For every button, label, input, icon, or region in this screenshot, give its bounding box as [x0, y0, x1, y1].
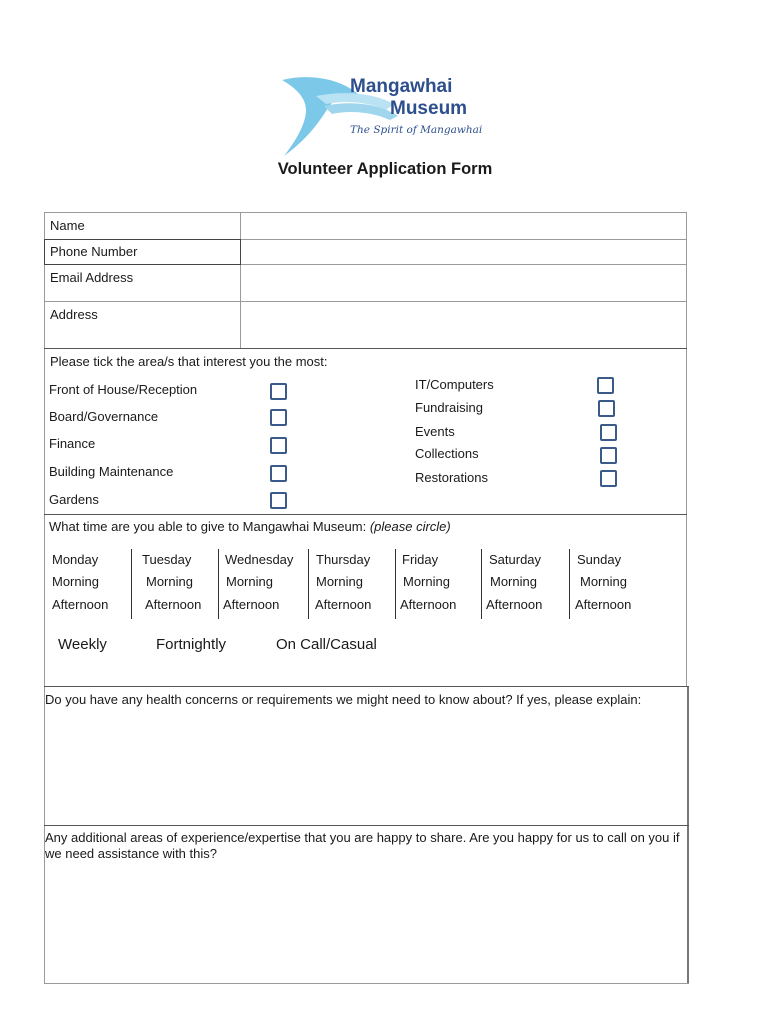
tuesday-afternoon[interactable]: Afternoon — [145, 597, 202, 612]
phone-input[interactable] — [242, 241, 685, 263]
interest-fundraising: Fundraising — [415, 400, 483, 415]
address-label: Address — [50, 307, 98, 322]
checkbox-events[interactable] — [600, 424, 617, 441]
friday-morning[interactable]: Morning — [403, 574, 450, 589]
checkbox-fundraising[interactable] — [598, 400, 615, 417]
day-monday: Monday — [52, 552, 99, 567]
monday-morning[interactable]: Morning — [52, 574, 99, 589]
friday-afternoon[interactable]: Afternoon — [400, 597, 457, 612]
interest-front-of-house: Front of House/Reception — [49, 382, 198, 397]
checkbox-collections[interactable] — [600, 447, 617, 464]
thursday-morning[interactable]: Morning — [316, 574, 363, 589]
email-label: Email Address — [50, 270, 134, 285]
expertise-question: Any additional areas of experience/expertise that you are happy to share. Are you happy for us to call on you if we need assistance with this? — [45, 830, 680, 861]
day-wednesday: Wednesday — [225, 552, 294, 567]
checkbox-front-of-house[interactable] — [270, 383, 287, 400]
day-friday: Friday — [402, 552, 439, 567]
frequency-fortnightly[interactable]: Fortnightly — [156, 636, 227, 653]
interest-finance: Finance — [49, 436, 96, 451]
name-input[interactable] — [242, 214, 685, 238]
wednesday-morning[interactable]: Morning — [226, 574, 273, 589]
logo-name-line2: Museum — [390, 98, 468, 119]
health-question: Do you have any health concerns or requirements we might need to know about? If yes, please explain: — [45, 692, 642, 707]
logo-tagline: The Spirit of Mangawhai — [350, 124, 483, 136]
interest-restorations: Restorations — [415, 470, 488, 485]
health-answer-area[interactable] — [46, 728, 684, 824]
sunday-morning[interactable]: Morning — [580, 574, 627, 589]
interest-building: Building Maintenance — [49, 464, 174, 479]
checkbox-building[interactable] — [270, 465, 287, 482]
interests-prompt: Please tick the area/s that interest you the most: — [50, 354, 328, 369]
wednesday-afternoon[interactable]: Afternoon — [223, 597, 280, 612]
interest-board: Board/Governance — [49, 409, 159, 424]
saturday-afternoon[interactable]: Afternoon — [486, 597, 543, 612]
phone-label: Phone Number — [50, 244, 138, 259]
checkbox-it[interactable] — [597, 377, 614, 394]
interest-collections: Collections — [415, 446, 479, 461]
thursday-afternoon[interactable]: Afternoon — [315, 597, 372, 612]
day-tuesday: Tuesday — [142, 552, 192, 567]
sunday-afternoon[interactable]: Afternoon — [575, 597, 632, 612]
expertise-answer-area[interactable] — [46, 866, 684, 980]
interest-gardens: Gardens — [49, 492, 99, 507]
checkbox-gardens[interactable] — [270, 492, 287, 509]
name-label: Name — [50, 218, 85, 233]
availability-prompt: What time are you able to give to Mangawhai Museum: (please circle) — [49, 519, 451, 534]
day-sunday: Sunday — [577, 552, 622, 567]
page-title: Volunteer Application Form — [277, 160, 493, 178]
logo-name-line1: Mangawhai — [350, 76, 453, 97]
frequency-on-call[interactable]: On Call/Casual — [276, 636, 377, 653]
day-thursday: Thursday — [316, 552, 371, 567]
checkbox-finance[interactable] — [270, 437, 287, 454]
monday-afternoon[interactable]: Afternoon — [52, 597, 109, 612]
checkbox-board[interactable] — [270, 409, 287, 426]
museum-logo — [276, 74, 486, 158]
email-input[interactable] — [242, 266, 685, 300]
address-input[interactable] — [242, 303, 685, 347]
day-saturday: Saturday — [489, 552, 542, 567]
interest-it: IT/Computers — [415, 377, 494, 392]
tuesday-morning[interactable]: Morning — [146, 574, 193, 589]
saturday-morning[interactable]: Morning — [490, 574, 537, 589]
availability-prompt-note: (please circle) — [369, 519, 451, 534]
frequency-weekly[interactable]: Weekly — [58, 636, 107, 653]
interest-events: Events — [415, 424, 455, 439]
checkbox-restorations[interactable] — [600, 470, 617, 487]
